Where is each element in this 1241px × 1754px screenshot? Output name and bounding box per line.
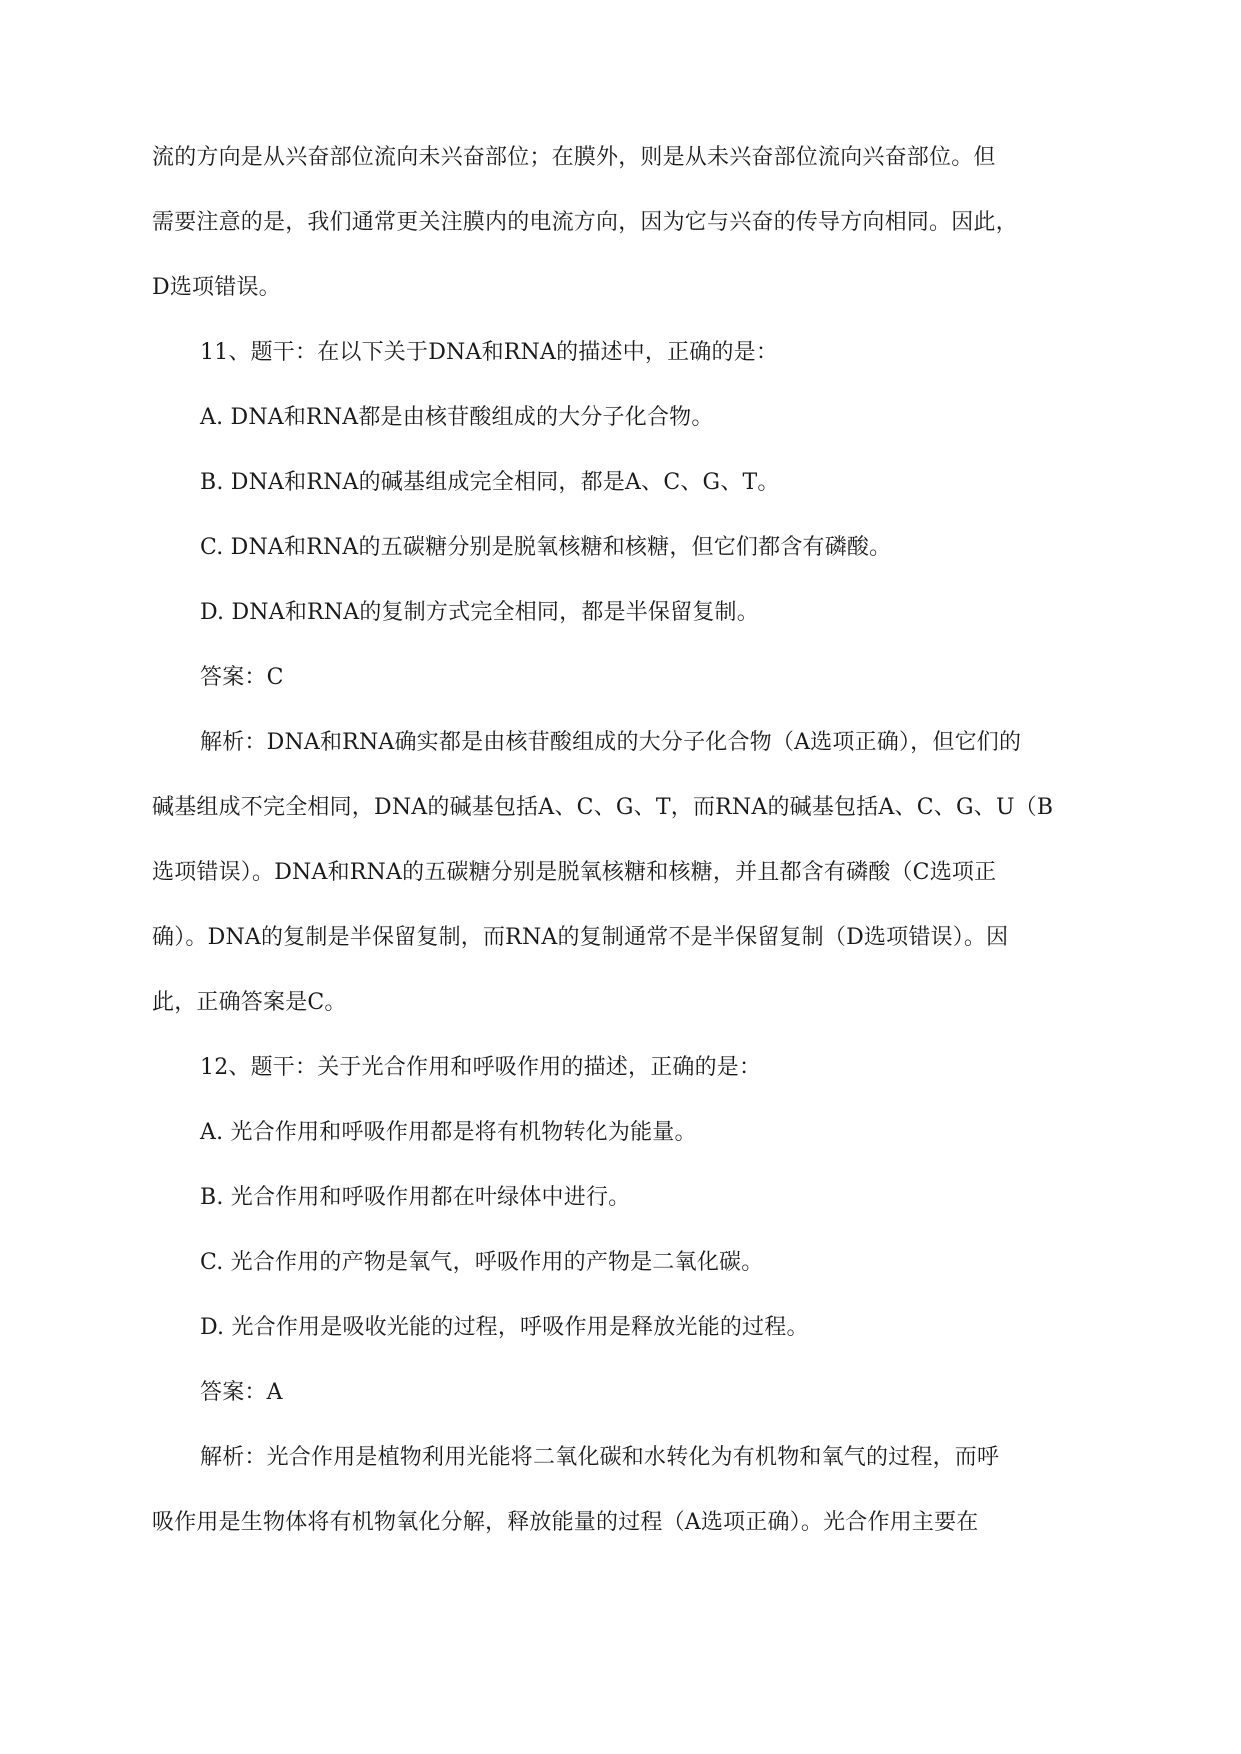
question-11-option-a: A. DNA和RNA都是由核苷酸组成的大分子化合物。: [200, 405, 714, 430]
question-11-option-c: C. DNA和RNA的五碳糖分别是脱氧核糖和核糖，但它们都含有磷酸。: [200, 535, 892, 560]
document-body: [152, 145, 1092, 1575]
question-11-option-b: B. DNA和RNA的碱基组成完全相同，都是A、C、G、T。: [200, 470, 780, 495]
text-line: 需要注意的是，我们通常更关注膜内的电流方向，因为它与兴奋的传导方向相同。因此，: [152, 210, 1018, 235]
text-line: 碱基组成不完全相同，DNA的碱基包括A、C、G、T，而RNA的碱基包括A、C、G、U（B: [152, 795, 1054, 820]
question-12-analysis: 解析：光合作用是植物利用光能将二氧化碳和水转化为有机物和氧气的过程，而呼: [200, 1445, 1000, 1470]
text-line: 选项错误）。DNA和RNA的五碳糖分别是脱氧核糖和核糖，并且都含有磷酸（C选项正: [152, 860, 997, 885]
question-11-answer: 答案：C: [200, 665, 284, 690]
text-line: 流的方向是从兴奋部位流向未兴奋部位；在膜外，则是从未兴奋部位流向兴奋部位。但: [152, 145, 996, 170]
question-11-stem: 11、题干：在以下关于DNA和RNA的描述中，正确的是：: [200, 340, 779, 365]
text-line: D选项错误。: [152, 275, 281, 300]
text-line: 确）。DNA的复制是半保留复制，而RNA的复制通常不是半保留复制（D选项错误）。因: [152, 925, 1009, 950]
question-12-option-b: B. 光合作用和呼吸作用都在叶绿体中进行。: [200, 1185, 631, 1210]
question-12-option-a: A. 光合作用和呼吸作用都是将有机物转化为能量。: [200, 1120, 697, 1145]
text-line: 吸作用是生物体将有机物氧化分解，释放能量的过程（A选项正确）。光合作用主要在: [152, 1510, 979, 1535]
question-12-answer: 答案：A: [200, 1380, 283, 1405]
question-12-option-d: D. 光合作用是吸收光能的过程，呼吸作用是释放光能的过程。: [200, 1315, 809, 1340]
text-line: 此，正确答案是C。: [152, 990, 347, 1015]
question-11-option-d: D. DNA和RNA的复制方式完全相同，都是半保留复制。: [200, 600, 759, 625]
question-12-stem: 12、题干：关于光合作用和呼吸作用的描述，正确的是：: [200, 1055, 762, 1080]
question-12-option-c: C. 光合作用的产物是氧气，呼吸作用的产物是二氧化碳。: [200, 1250, 764, 1275]
question-11-analysis: 解析：DNA和RNA确实都是由核苷酸组成的大分子化合物（A选项正确），但它们的: [200, 730, 1022, 755]
